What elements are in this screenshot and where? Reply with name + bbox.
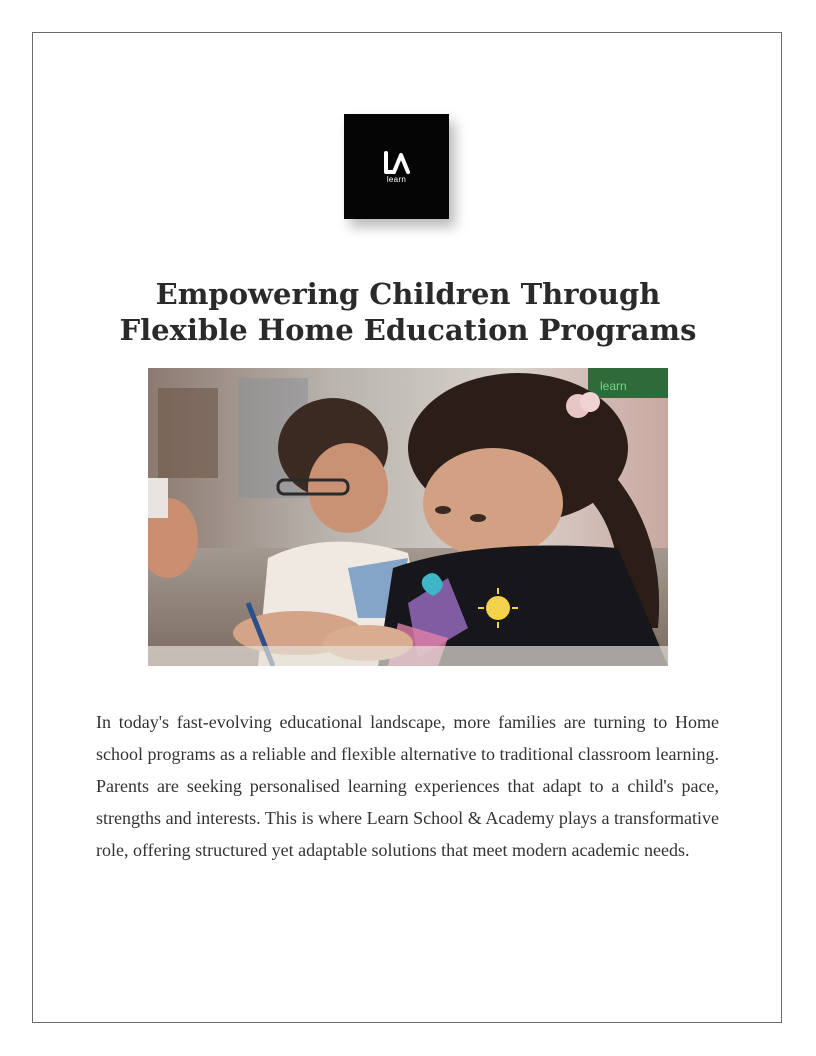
svg-text:learn: learn (600, 379, 627, 393)
title-line-1: Empowering Children Through (155, 277, 661, 311)
logo-brand-word: learn (386, 174, 407, 184)
children-writing-photo (148, 368, 668, 666)
page-title (60, 276, 756, 348)
la-monogram-icon (380, 150, 414, 178)
title-line-2: Flexible Home Education Programs (119, 313, 697, 347)
intro-paragraph: In today's fast-evolving educational landscape, more families are turning to Home school programs as a reliable and flexible alternative to traditional classroom learning. Parents are seeking personalised learning experiences that adapt to a child's pace, strengths and interests. This is where Learn School & Academy plays a transformative role, offering structured yet adaptable solutions that meet modern academic needs. (96, 712, 719, 860)
learn-logo (344, 114, 449, 219)
